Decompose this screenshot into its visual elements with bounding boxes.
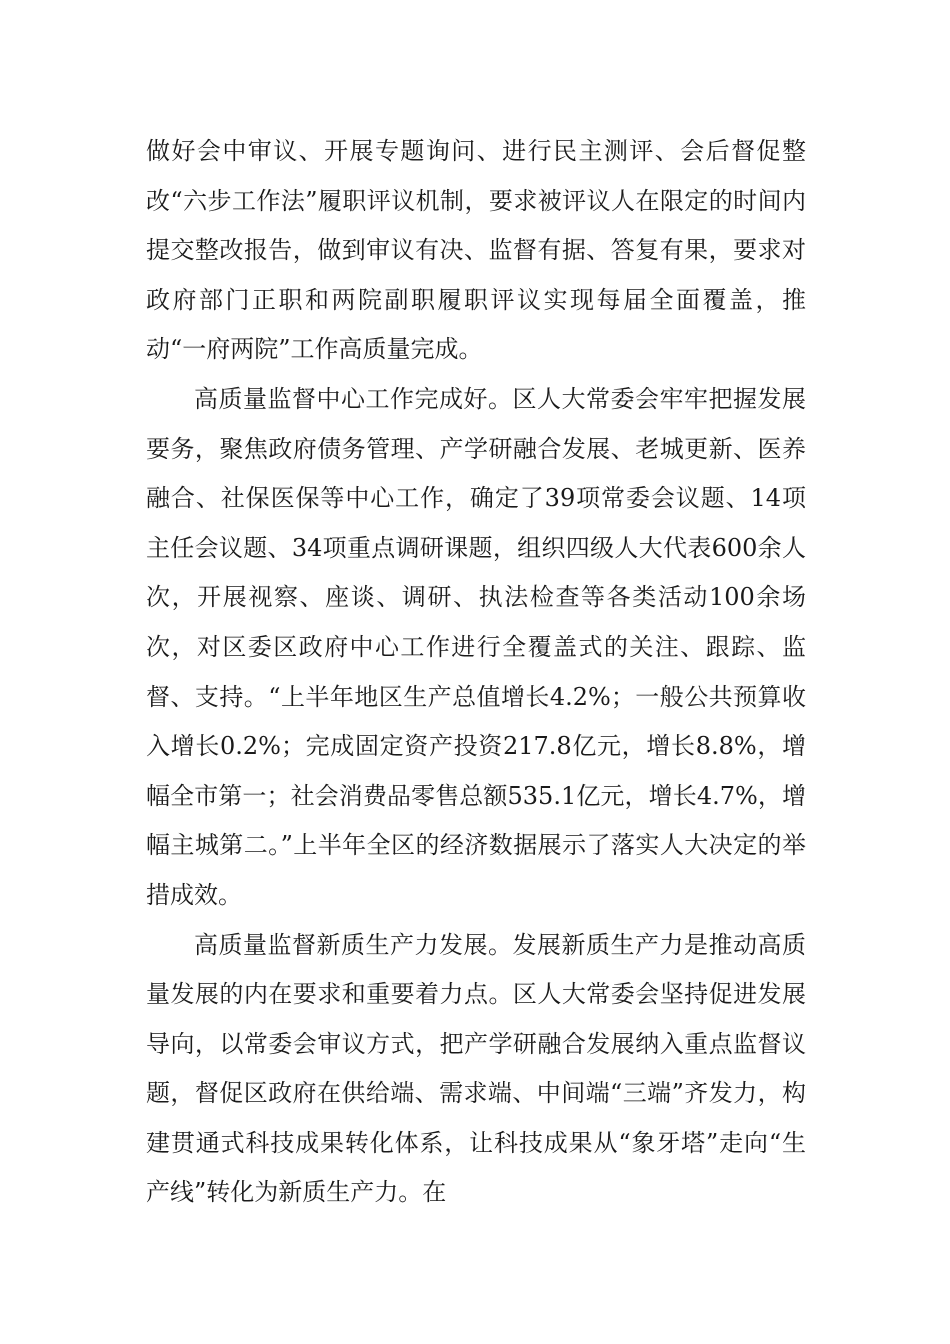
paragraph-continuation: 做好会中审议、开展专题询问、进行民主测评、会后督促整改“六步工作法”履职评议机制，要求被评议人在限定的时间内提交整改报告，做到审议有决、监督有据、答复有果，要求对政府部门正职和两院副职履职评议实现每届全面覆盖，推动“一府两院”工作高质量完成。 bbox=[146, 137, 806, 364]
paragraph-central-work-supervision: 高质量监督中心工作完成好。区人大常委会牢牢把握发展要务，聚焦政府债务管理、产学研融合发展、老城更新、医养融合、社保医保等中心工作，确定了39项常委会议题、14项主任会议题、34项重点调研课题，组织四级人大代表600余人次，开展视察、座谈、调研、执法检查等各类活动100余场次，对区委区政府中心工作进行全覆盖式的关注、跟踪、监督、支持。“上半年地区生产总值增长4.2%；一般公共预算收入增长0.2%；完成固定资产投资217.8亿元，增长8.8%，增幅全市第一；社会消费品零售总额535.1亿元，增长4.7%，增幅主城第二。”上半年全区的经济数据展示了落实人大决定的举措成效。 bbox=[146, 384, 806, 909]
document-body bbox=[146, 127, 806, 1218]
paragraph-new-productivity-supervision: 高质量监督新质生产力发展。发展新质生产力是推动高质量发展的内在要求和重要着力点。区人大常委会坚持促进发展导向，以常委会审议方式，把产学研融合发展纳入重点监督议题，督促区政府在供给端、需求端、中间端“三端”齐发力，构建贯通式科技成果转化体系，让科技成果从“象牙塔”走向“生产线”转化为新质生产力。在 bbox=[146, 930, 806, 1207]
